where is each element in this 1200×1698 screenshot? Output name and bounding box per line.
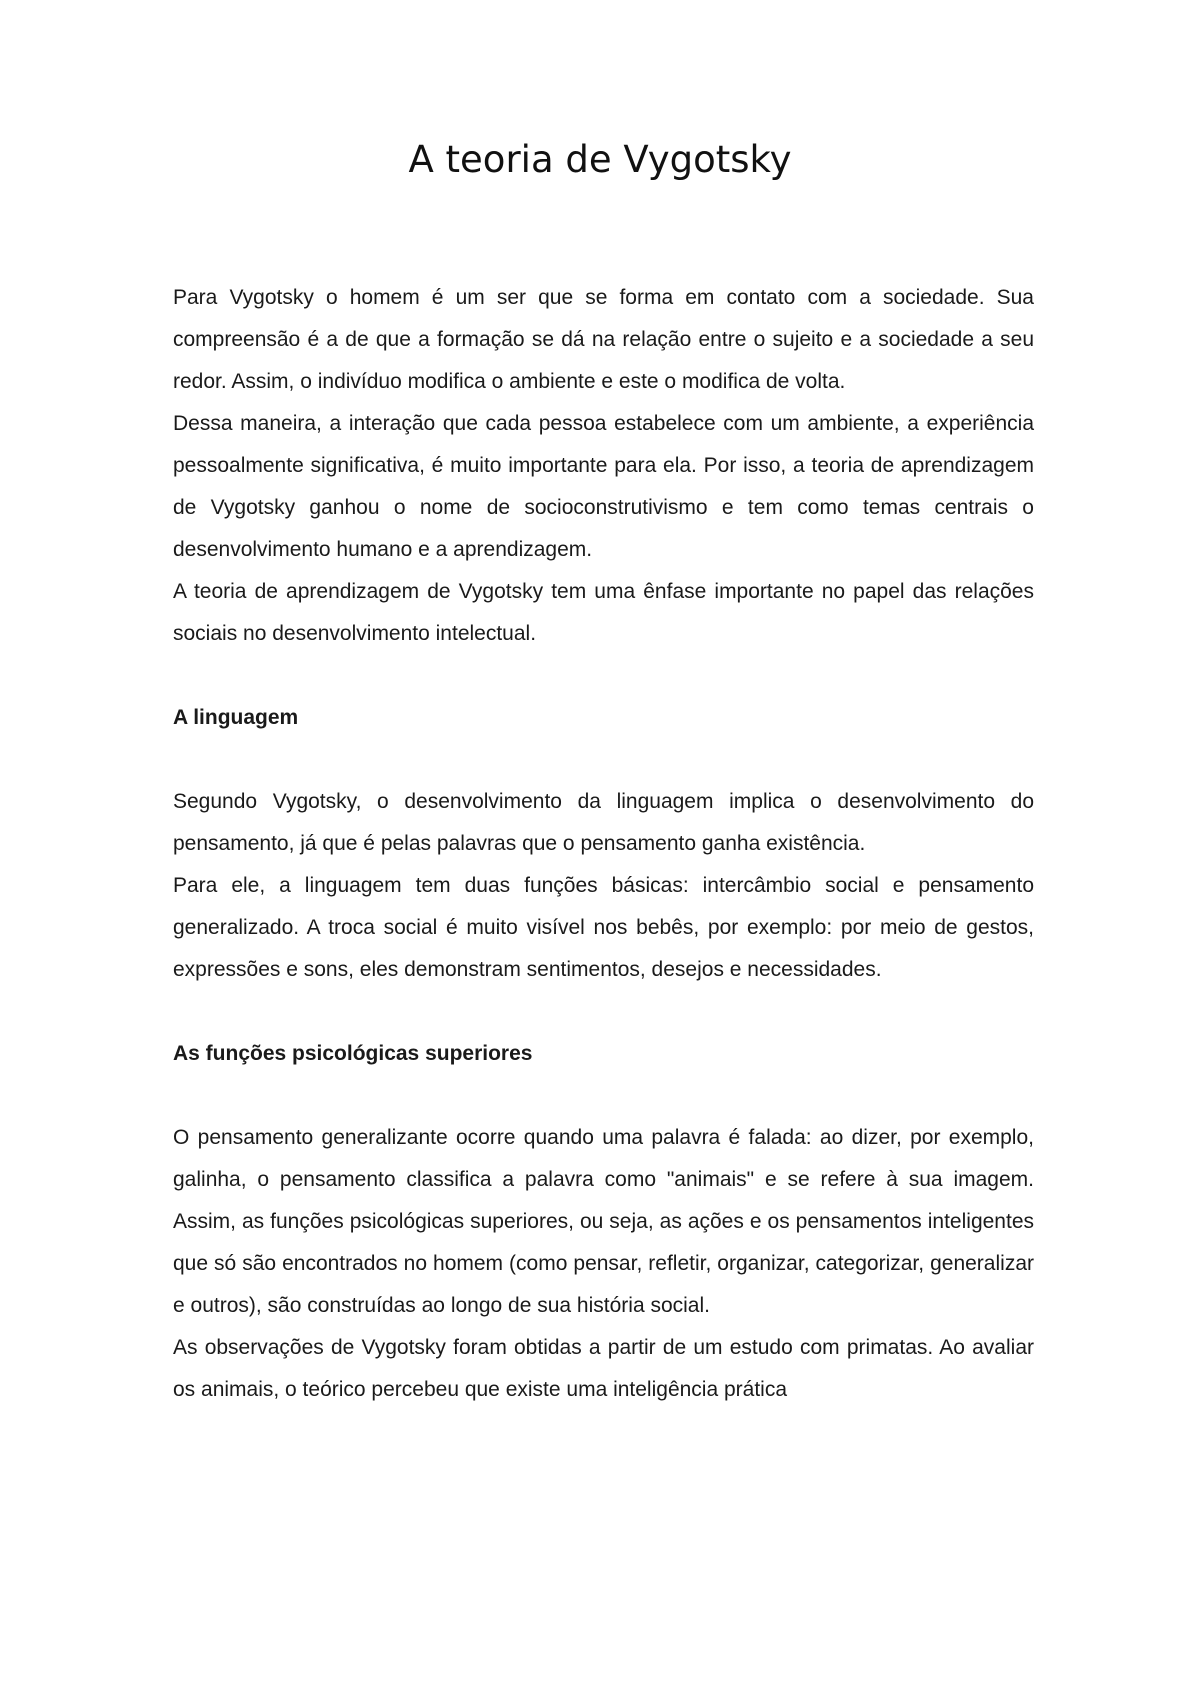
section-heading-functions: As funções psicológicas superiores [173,1042,533,1065]
spacer [173,991,1034,1033]
functions-paragraph-2: As observações de Vygotsky foram obtidas a partir de um estudo com primatas. Ao avaliar os animais, o teórico percebeu que existe uma inteligência prática [173,1336,1034,1401]
intro-paragraph-3: A teoria de aprendizagem de Vygotsky tem uma ênfase importante no papel das relações sociais no desenvolvimento intelectual. [173,580,1034,645]
functions-paragraph-1: O pensamento generalizante ocorre quando uma palavra é falada: ao dizer, por exemplo, galinha, o pensamento classifica a palavra como "animais" e se refere à sua imagem. Assim, as funções psicológicas superiores, ou seja, as ações e os pensamentos inteligentes que só são encontrados no homem (como pensar, refletir, organizar, categorizar, generalizar e outros), são construídas ao longo de sua história social. [173,1126,1034,1317]
intro-paragraph-2: Dessa maneira, a interação que cada pessoa estabelece com um ambiente, a experiência pessoalmente significativa, é muito importante para ela. Por isso, a teoria de aprendizagem de Vygotsky ganhou o nome de socioconstrutivismo e tem como temas centrais o desenvolvimento humano e a aprendizagem. [173,412,1034,561]
section-heading-language: A linguagem [173,706,299,729]
language-paragraph-1: Segundo Vygotsky, o desenvolvimento da linguagem implica o desenvolvimento do pensamento, já que é pelas palavras que o pensamento ganha existência. [173,790,1034,855]
language-paragraph-2: Para ele, a linguagem tem duas funções básicas: intercâmbio social e pensamento generalizado. A troca social é muito visível nos bebês, por exemplo: por meio de gestos, expressões e sons, eles demonstram sentimentos, desejos e necessidades. [173,874,1034,981]
spacer [173,1075,1034,1117]
spacer [173,655,1034,697]
spacer [173,739,1034,781]
document-title: A teoria de Vygotsky [408,138,792,181]
document-body [173,277,1034,1411]
intro-paragraph-1: Para Vygotsky o homem é um ser que se forma em contato com a sociedade. Sua compreensão é a de que a formação se dá na relação entre o sujeito e a sociedade a seu redor. Assim, o indivíduo modifica o ambiente e este o modifica de volta. [173,286,1034,393]
